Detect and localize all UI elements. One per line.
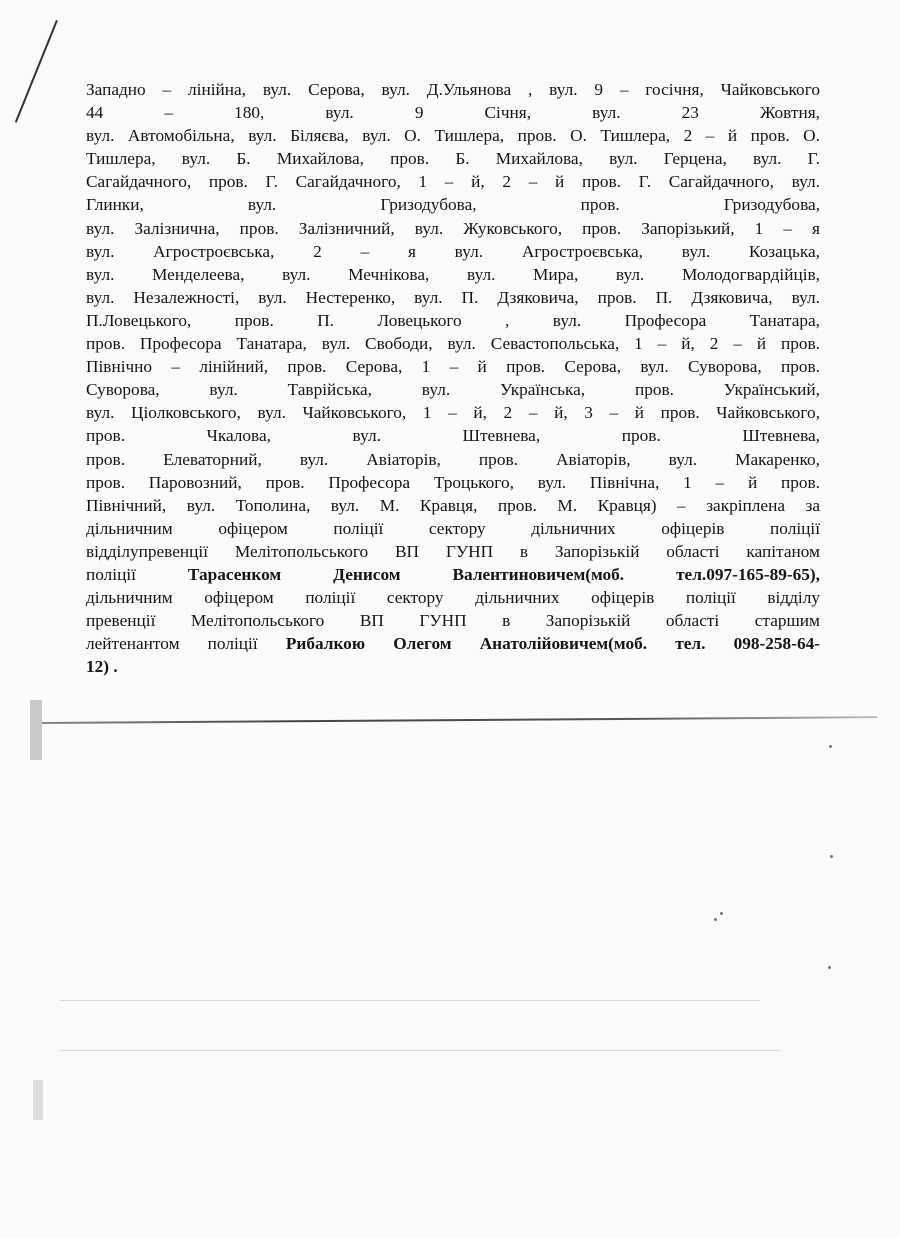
text-line: пров. Професора Танатара, вул. Свободи, вул. Севастопольська, 1 – й, 2 – й пров. bbox=[86, 334, 820, 354]
text-line: П.Ловецького, пров. П. Ловецького , вул. Професора Танатара, bbox=[86, 310, 820, 330]
text-line: пров. Чкалова, вул. Штевнева, пров. Штевнева, bbox=[86, 426, 820, 446]
scan-dot-4 bbox=[828, 966, 831, 969]
officer2-prefix: лейтенантом поліції bbox=[86, 634, 258, 654]
scan-smudge-left-1 bbox=[30, 700, 42, 760]
text-line: відділупревенції Мелітопольського ВП ГУНП в Запорізькій області капітаном bbox=[86, 541, 820, 561]
text-line: вул. Автомобільна, вул. Біляєва, вул. О. Тишлера, пров. О. Тишлера, 2 – й пров. О. bbox=[86, 126, 820, 146]
officer2-name-phone: Рибалкою Олегом Анатолійовичем(моб. тел. 098-258-64- bbox=[285, 634, 820, 654]
text-line: дільничним офіцером поліції сектору дільничних офіцерів поліції відділу bbox=[86, 588, 820, 608]
horizontal-divider bbox=[42, 716, 877, 724]
officer1-name-phone: Тарасенком Денисом Валентиновичем(моб. тел.097-165-89-65), bbox=[187, 564, 820, 584]
scan-dot-3 bbox=[830, 855, 833, 858]
text-line: пров. Паровозний, пров. Професора Троцького, вул. Північна, 1 – й пров. bbox=[86, 472, 820, 492]
officer1-prefix: поліції bbox=[86, 564, 136, 584]
document-body bbox=[86, 78, 820, 678]
scan-faint-lines bbox=[60, 1000, 760, 1001]
text-line: Сагайдачного, пров. Г. Сагайдачного, 1 – й, 2 – й пров. Г. Сагайдачного, вул. bbox=[86, 172, 820, 192]
text-line: превенції Мелітопольського ВП ГУНП в Запорізькій області старшим bbox=[86, 611, 820, 631]
scan-dot-1 bbox=[714, 918, 717, 921]
scan-dot-5 bbox=[829, 745, 832, 748]
text-line: 44 – 180, вул. 9 Січня, вул. 23 Жовтня, bbox=[86, 103, 820, 123]
text-line: вул. Залізнична, пров. Залізничний, вул. Жуковського, пров. Запорізький, 1 – я bbox=[86, 218, 820, 238]
scan-faint-lines-2 bbox=[60, 1050, 780, 1051]
text-line: Тишлера, вул. Б. Михайлова, пров. Б. Михайлова, вул. Герцена, вул. Г. bbox=[86, 149, 820, 169]
text-line: вул. Ціолковського, вул. Чайковського, 1 – й, 2 – й, 3 – й пров. Чайковського, bbox=[86, 403, 820, 423]
scan-dot-2 bbox=[720, 912, 723, 915]
text-line: Північний, вул. Тополина, вул. М. Кравця, пров. М. Кравця) – закріплена за bbox=[86, 495, 820, 515]
text-line: вул. Агростроєвська, 2 – я вул. Агростроєвська, вул. Козацька, bbox=[86, 241, 820, 261]
scan-smudge-left-2 bbox=[33, 1080, 43, 1120]
text-line: вул. Менделеева, вул. Мечнікова, вул. Мира, вул. Молодогвардійців, bbox=[86, 264, 820, 284]
officer2-line bbox=[86, 632, 820, 655]
text-line: Північно – лінійний, пров. Серова, 1 – й пров. Серова, вул. Суворова, пров. bbox=[86, 357, 820, 377]
officer1-line bbox=[86, 563, 820, 586]
final-line: 12) . bbox=[86, 657, 118, 677]
text-line: Западно – лінійна, вул. Серова, вул. Д.Ульянова , вул. 9 – госічня, Чайковського bbox=[86, 80, 820, 99]
text-line: Суворова, вул. Таврійська, вул. Українська, пров. Український, bbox=[86, 380, 820, 400]
text-line: пров. Елеваторний, вул. Авіаторів, пров. Авіаторів, вул. Макаренко, bbox=[86, 449, 820, 469]
text-line: вул. Незалежності, вул. Нестеренко, вул. П. Дзяковича, пров. П. Дзяковича, вул. bbox=[86, 287, 820, 307]
text-line: Глинки, вул. Гризодубова, пров. Гризодубова, bbox=[86, 195, 820, 215]
scan-stroke-top-left bbox=[15, 20, 58, 123]
text-line: дільничним офіцером поліції сектору дільничних офіцерів поліції bbox=[86, 518, 820, 538]
